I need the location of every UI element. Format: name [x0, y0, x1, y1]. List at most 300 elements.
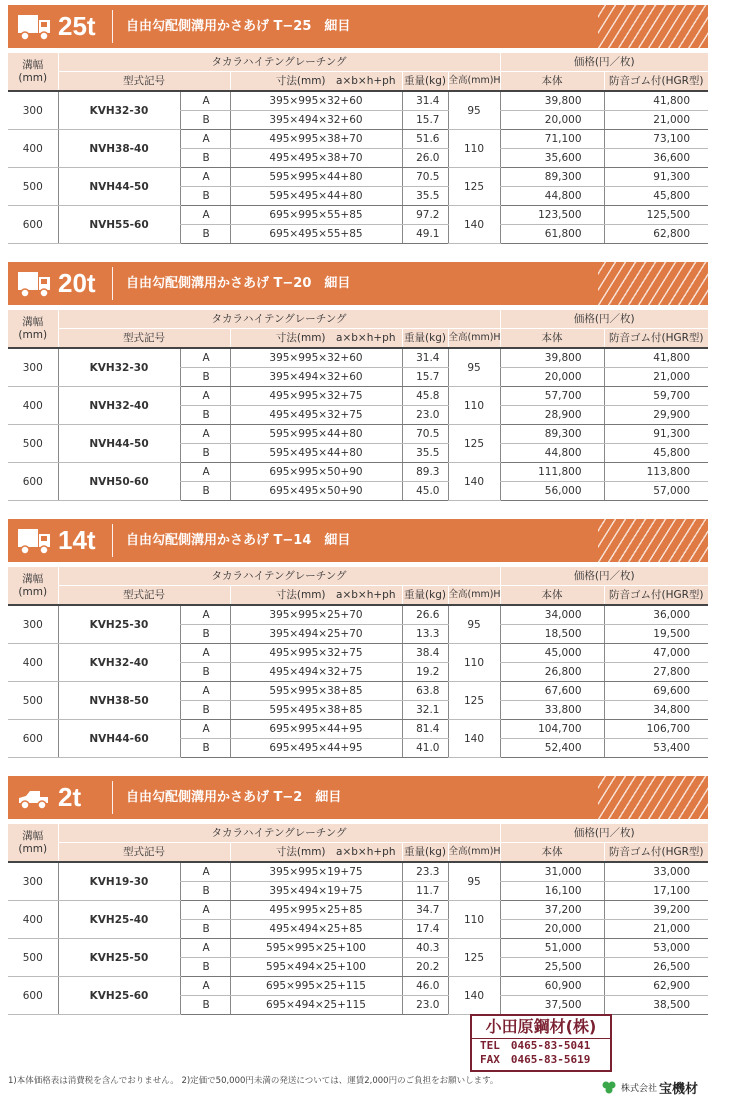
header-weight-cell: 重量(kg) — [402, 843, 448, 863]
cell-weight: 11.7 — [402, 882, 448, 901]
cell-hgr-price: 21,000 — [604, 368, 708, 387]
cell-body-price: 37,200 — [500, 901, 604, 920]
cell-weight: 49.1 — [402, 225, 448, 244]
cell-dims: 695×495×44+95 — [230, 739, 402, 758]
cell-dims: 595×495×44+80 — [230, 187, 402, 206]
cell-height: 95 — [448, 348, 500, 387]
ton-badge — [8, 262, 108, 305]
band-divider — [112, 781, 113, 814]
cell-dims: 395×995×32+60 — [230, 91, 402, 111]
section-band — [8, 776, 708, 819]
cell-weight: 45.8 — [402, 387, 448, 406]
section-20t — [8, 262, 708, 501]
cell-body-price: 71,100 — [500, 130, 604, 149]
header-group: タカラハイテングレーチング — [58, 310, 500, 329]
table-row — [8, 206, 708, 225]
header-body: 本体 — [500, 843, 604, 863]
truck-icon — [16, 526, 52, 556]
cell-weight: 51.6 — [402, 130, 448, 149]
cell-body-price: 31,000 — [500, 862, 604, 882]
cell-type: B — [180, 663, 230, 682]
truck-icon — [16, 12, 52, 42]
header-weight-cell: 重量(kg) — [402, 72, 448, 92]
cell-hgr-price: 21,000 — [604, 111, 708, 130]
section-band — [8, 5, 708, 48]
cell-hgr-price: 106,700 — [604, 720, 708, 739]
cell-hgr-price: 19,500 — [604, 625, 708, 644]
cell-width: 300 — [8, 862, 58, 901]
cell-type: B — [180, 444, 230, 463]
dealer-company: 小田原鋼材(株) — [472, 1016, 610, 1039]
cell-dims: 395×494×32+60 — [230, 111, 402, 130]
header-hgr: 防音ゴム付(HGR型) — [604, 843, 708, 863]
table-row — [8, 463, 708, 482]
cell-dims: 495×995×32+75 — [230, 387, 402, 406]
header-dims: 寸法(mm) a×b×h+ph — [230, 329, 402, 349]
cell-height: 140 — [448, 977, 500, 1015]
cell-weight: 23.3 — [402, 862, 448, 882]
price-table — [8, 310, 708, 501]
cell-model: KVH25-40 — [58, 901, 180, 939]
header-dims: 寸法(mm) a×b×h+ph — [230, 586, 402, 606]
cell-body-price: 89,300 — [500, 425, 604, 444]
cell-type: B — [180, 406, 230, 425]
cell-body-price: 20,000 — [500, 111, 604, 130]
table-row — [8, 644, 708, 663]
cell-model: KVH25-30 — [58, 605, 180, 644]
cell-weight: 31.4 — [402, 348, 448, 368]
cell-dims: 595×995×38+85 — [230, 682, 402, 701]
cell-model: NVH44-50 — [58, 168, 180, 206]
cell-hgr-price: 41,800 — [604, 348, 708, 368]
cell-hgr-price: 34,800 — [604, 701, 708, 720]
table-row — [8, 348, 708, 368]
cell-weight: 70.5 — [402, 168, 448, 187]
cell-weight: 46.0 — [402, 977, 448, 996]
cell-width: 500 — [8, 168, 58, 206]
cell-hgr-price: 39,200 — [604, 901, 708, 920]
ton-badge — [8, 519, 108, 562]
cell-body-price: 28,900 — [500, 406, 604, 425]
cell-width: 500 — [8, 425, 58, 463]
cell-hgr-price: 17,100 — [604, 882, 708, 901]
cell-hgr-price: 57,000 — [604, 482, 708, 501]
cell-weight: 15.7 — [402, 111, 448, 130]
header-group: タカラハイテングレーチング — [58, 567, 500, 586]
cell-body-price: 56,000 — [500, 482, 604, 501]
cell-type: B — [180, 996, 230, 1015]
dealer-tel: TEL 0465-83-5041 — [480, 1039, 591, 1052]
band-stripes — [598, 519, 708, 562]
band-divider — [112, 10, 113, 43]
cell-body-price: 123,500 — [500, 206, 604, 225]
cell-body-price: 39,800 — [500, 91, 604, 111]
cell-weight: 97.2 — [402, 206, 448, 225]
cell-dims: 695×995×44+95 — [230, 720, 402, 739]
cell-dims: 695×494×25+115 — [230, 996, 402, 1015]
cell-model: NVH50-60 — [58, 463, 180, 501]
cell-hgr-price: 33,000 — [604, 862, 708, 882]
ton-value: 20t — [58, 268, 96, 298]
brand-logo — [600, 1078, 698, 1097]
header-weight-cell: 重量(kg) — [402, 329, 448, 349]
header-group: タカラハイテングレーチング — [58, 53, 500, 72]
cell-hgr-price: 69,600 — [604, 682, 708, 701]
cell-dims: 495×494×32+75 — [230, 663, 402, 682]
cell-body-price: 57,700 — [500, 387, 604, 406]
header-model: 型式記号 — [58, 586, 230, 606]
cell-height: 95 — [448, 91, 500, 130]
cell-body-price: 45,000 — [500, 644, 604, 663]
cell-weight: 89.3 — [402, 463, 448, 482]
cell-height: 125 — [448, 939, 500, 977]
cell-dims: 695×995×55+85 — [230, 206, 402, 225]
cell-dims: 495×495×32+75 — [230, 406, 402, 425]
header-model: 型式記号 — [58, 843, 230, 863]
cell-type: A — [180, 425, 230, 444]
cell-type: B — [180, 187, 230, 206]
band-stripes — [598, 5, 708, 48]
table-row — [8, 387, 708, 406]
section-band — [8, 519, 708, 562]
cell-width: 600 — [8, 977, 58, 1015]
cell-dims: 695×995×50+90 — [230, 463, 402, 482]
ton-value: 25t — [58, 11, 96, 41]
cell-model: NVH55-60 — [58, 206, 180, 244]
cell-body-price: 18,500 — [500, 625, 604, 644]
cell-hgr-price: 27,800 — [604, 663, 708, 682]
cell-hgr-price: 29,900 — [604, 406, 708, 425]
cell-height: 110 — [448, 644, 500, 682]
cell-hgr-price: 47,000 — [604, 644, 708, 663]
section-14t — [8, 519, 708, 758]
header-width: 溝幅 (mm) — [8, 53, 58, 91]
cell-type: A — [180, 168, 230, 187]
cell-weight: 38.4 — [402, 644, 448, 663]
cell-weight: 31.4 — [402, 91, 448, 111]
header-width: 溝幅 (mm) — [8, 567, 58, 605]
cell-body-price: 35,600 — [500, 149, 604, 168]
cell-height: 110 — [448, 387, 500, 425]
dealer-fax: FAX 0465-83-5619 — [480, 1053, 591, 1066]
cell-height: 125 — [448, 168, 500, 206]
cell-height: 125 — [448, 682, 500, 720]
cell-hgr-price: 45,800 — [604, 444, 708, 463]
cell-weight: 23.0 — [402, 406, 448, 425]
cell-weight: 26.0 — [402, 149, 448, 168]
cell-height: 110 — [448, 130, 500, 168]
table-row — [8, 682, 708, 701]
cell-dims: 395×995×19+75 — [230, 862, 402, 882]
cell-height: 140 — [448, 206, 500, 244]
cell-width: 400 — [8, 387, 58, 425]
cell-dims: 495×995×32+75 — [230, 644, 402, 663]
cell-width: 300 — [8, 605, 58, 644]
header-price: 価格(円／枚) — [500, 310, 708, 329]
cell-body-price: 60,900 — [500, 977, 604, 996]
section-title: 自由勾配側溝用かさあげ T−20 細目 — [126, 276, 351, 291]
cell-type: A — [180, 862, 230, 882]
cell-dims: 395×494×19+75 — [230, 882, 402, 901]
cell-weight: 35.5 — [402, 187, 448, 206]
cell-hgr-price: 73,100 — [604, 130, 708, 149]
table-row — [8, 977, 708, 996]
cell-width: 600 — [8, 206, 58, 244]
cell-type: B — [180, 225, 230, 244]
cell-body-price: 89,300 — [500, 168, 604, 187]
cell-type: A — [180, 348, 230, 368]
cell-body-price: 25,500 — [500, 958, 604, 977]
cell-dims: 695×495×55+85 — [230, 225, 402, 244]
header-hgr: 防音ゴム付(HGR型) — [604, 329, 708, 349]
header-price: 価格(円／枚) — [500, 824, 708, 843]
cell-body-price: 51,000 — [500, 939, 604, 958]
cell-height: 140 — [448, 463, 500, 501]
header-height: 全高(mm)H — [448, 329, 500, 349]
header-dims: 寸法(mm) a×b×h+ph — [230, 72, 402, 92]
footnote: 1)本体価格表は消費税を含んでおりません。 2)定価で50,000円未満の発送については、運賃2,000円のご負担をお願いします。 — [8, 1076, 499, 1086]
cell-type: B — [180, 739, 230, 758]
cell-type: B — [180, 882, 230, 901]
cell-width: 600 — [8, 463, 58, 501]
cell-width: 400 — [8, 130, 58, 168]
header-body: 本体 — [500, 72, 604, 92]
ton-value: 2t — [58, 782, 82, 812]
cell-type: B — [180, 701, 230, 720]
cell-dims: 595×995×44+80 — [230, 168, 402, 187]
cell-width: 600 — [8, 720, 58, 758]
section-band — [8, 262, 708, 305]
cell-hgr-price: 91,300 — [604, 168, 708, 187]
cell-hgr-price: 36,600 — [604, 149, 708, 168]
cell-model: NVH38-40 — [58, 130, 180, 168]
header-body: 本体 — [500, 329, 604, 349]
cell-body-price: 20,000 — [500, 920, 604, 939]
header-height: 全高(mm)H — [448, 586, 500, 606]
cell-type: A — [180, 605, 230, 625]
header-group: タカラハイテングレーチング — [58, 824, 500, 843]
cell-hgr-price: 62,900 — [604, 977, 708, 996]
price-table — [8, 567, 708, 758]
cell-type: B — [180, 958, 230, 977]
cell-width: 500 — [8, 682, 58, 720]
cell-type: A — [180, 206, 230, 225]
cell-width: 300 — [8, 348, 58, 387]
cell-hgr-price: 21,000 — [604, 920, 708, 939]
cell-weight: 13.3 — [402, 625, 448, 644]
cell-dims: 395×494×32+60 — [230, 368, 402, 387]
cell-model: NVH44-60 — [58, 720, 180, 758]
cell-hgr-price: 53,000 — [604, 939, 708, 958]
cell-type: B — [180, 149, 230, 168]
cell-hgr-price: 91,300 — [604, 425, 708, 444]
cell-width: 300 — [8, 91, 58, 130]
header-dims: 寸法(mm) a×b×h+ph — [230, 843, 402, 863]
header-model: 型式記号 — [58, 329, 230, 349]
cell-body-price: 37,500 — [500, 996, 604, 1015]
cell-weight: 81.4 — [402, 720, 448, 739]
band-divider — [112, 267, 113, 300]
cell-dims: 595×495×44+80 — [230, 444, 402, 463]
cell-weight: 34.7 — [402, 901, 448, 920]
cell-hgr-price: 59,700 — [604, 387, 708, 406]
cell-weight: 41.0 — [402, 739, 448, 758]
cell-body-price: 39,800 — [500, 348, 604, 368]
cell-weight: 63.8 — [402, 682, 448, 701]
truck-icon — [16, 783, 52, 813]
cell-weight: 35.5 — [402, 444, 448, 463]
cell-weight: 19.2 — [402, 663, 448, 682]
cell-type: A — [180, 977, 230, 996]
cell-height: 95 — [448, 605, 500, 644]
cell-weight: 40.3 — [402, 939, 448, 958]
cell-type: A — [180, 644, 230, 663]
ton-value: 14t — [58, 525, 96, 555]
cell-body-price: 33,800 — [500, 701, 604, 720]
cell-type: B — [180, 368, 230, 387]
price-table — [8, 53, 708, 244]
brand-name: 宝機材 — [659, 1082, 699, 1097]
cell-width: 400 — [8, 901, 58, 939]
cell-model: KVH32-40 — [58, 644, 180, 682]
cell-dims: 395×995×25+70 — [230, 605, 402, 625]
cell-width: 400 — [8, 644, 58, 682]
header-model: 型式記号 — [58, 72, 230, 92]
band-stripes — [598, 262, 708, 305]
cell-hgr-price: 26,500 — [604, 958, 708, 977]
cell-dims: 595×995×25+100 — [230, 939, 402, 958]
cell-model: KVH25-60 — [58, 977, 180, 1015]
cell-weight: 45.0 — [402, 482, 448, 501]
cell-body-price: 67,600 — [500, 682, 604, 701]
cell-model: KVH25-50 — [58, 939, 180, 977]
cell-type: A — [180, 463, 230, 482]
cell-type: B — [180, 111, 230, 130]
cell-body-price: 34,000 — [500, 605, 604, 625]
section-title: 自由勾配側溝用かさあげ T−2 細目 — [126, 790, 342, 805]
cell-width: 500 — [8, 939, 58, 977]
cell-body-price: 16,100 — [500, 882, 604, 901]
cell-dims: 595×995×44+80 — [230, 425, 402, 444]
cell-hgr-price: 113,800 — [604, 463, 708, 482]
header-price: 価格(円／枚) — [500, 567, 708, 586]
header-weight-cell: 重量(kg) — [402, 586, 448, 606]
brand-prefix: 株式会社 — [621, 1084, 658, 1094]
header-width: 溝幅 (mm) — [8, 824, 58, 862]
cell-type: A — [180, 939, 230, 958]
table-row — [8, 130, 708, 149]
header-hgr: 防音ゴム付(HGR型) — [604, 72, 708, 92]
cell-hgr-price: 38,500 — [604, 996, 708, 1015]
cell-hgr-price: 41,800 — [604, 91, 708, 111]
cell-body-price: 104,700 — [500, 720, 604, 739]
price-table — [8, 824, 708, 1015]
band-stripes — [598, 776, 708, 819]
cell-hgr-price: 125,500 — [604, 206, 708, 225]
cell-weight: 15.7 — [402, 368, 448, 387]
cell-body-price: 61,800 — [500, 225, 604, 244]
cell-body-price: 111,800 — [500, 463, 604, 482]
cell-type: A — [180, 130, 230, 149]
header-height: 全高(mm)H — [448, 843, 500, 863]
cell-weight: 17.4 — [402, 920, 448, 939]
section-title: 自由勾配側溝用かさあげ T−25 細目 — [126, 19, 351, 34]
truck-icon — [16, 269, 52, 299]
band-divider — [112, 524, 113, 557]
table-row — [8, 168, 708, 187]
table-row — [8, 605, 708, 625]
cell-type: B — [180, 482, 230, 501]
cell-model: NVH38-50 — [58, 682, 180, 720]
cell-weight: 32.1 — [402, 701, 448, 720]
cell-body-price: 26,800 — [500, 663, 604, 682]
ton-badge — [8, 5, 108, 48]
cell-model: NVH32-40 — [58, 387, 180, 425]
cell-model: KVH32-30 — [58, 348, 180, 387]
cell-type: A — [180, 91, 230, 111]
cell-dims: 495×494×25+85 — [230, 920, 402, 939]
cell-height: 125 — [448, 425, 500, 463]
table-row — [8, 939, 708, 958]
cell-model: KVH19-30 — [58, 862, 180, 901]
cell-height: 95 — [448, 862, 500, 901]
header-price: 価格(円／枚) — [500, 53, 708, 72]
cell-dims: 695×995×25+115 — [230, 977, 402, 996]
cell-body-price: 44,800 — [500, 444, 604, 463]
cell-dims: 595×495×38+85 — [230, 701, 402, 720]
ton-badge — [8, 776, 108, 819]
table-row — [8, 720, 708, 739]
cell-hgr-price: 62,800 — [604, 225, 708, 244]
cell-hgr-price: 53,400 — [604, 739, 708, 758]
cell-dims: 495×495×38+70 — [230, 149, 402, 168]
clover-icon — [600, 1080, 618, 1096]
cell-model: KVH32-30 — [58, 91, 180, 130]
header-body: 本体 — [500, 586, 604, 606]
cell-hgr-price: 45,800 — [604, 187, 708, 206]
cell-type: A — [180, 901, 230, 920]
cell-type: A — [180, 720, 230, 739]
section-title: 自由勾配側溝用かさあげ T−14 細目 — [126, 533, 351, 548]
cell-hgr-price: 36,000 — [604, 605, 708, 625]
section-2t — [8, 776, 708, 1015]
cell-dims: 595×494×25+100 — [230, 958, 402, 977]
cell-type: B — [180, 920, 230, 939]
dealer-stamp — [470, 1014, 612, 1072]
table-row — [8, 901, 708, 920]
cell-body-price: 44,800 — [500, 187, 604, 206]
cell-dims: 395×494×25+70 — [230, 625, 402, 644]
cell-height: 140 — [448, 720, 500, 758]
cell-type: B — [180, 625, 230, 644]
cell-body-price: 52,400 — [500, 739, 604, 758]
table-row — [8, 425, 708, 444]
cell-weight: 70.5 — [402, 425, 448, 444]
cell-type: A — [180, 387, 230, 406]
cell-body-price: 20,000 — [500, 368, 604, 387]
header-hgr: 防音ゴム付(HGR型) — [604, 586, 708, 606]
table-row — [8, 862, 708, 882]
cell-weight: 23.0 — [402, 996, 448, 1015]
cell-model: NVH44-50 — [58, 425, 180, 463]
cell-type: A — [180, 682, 230, 701]
section-25t — [8, 5, 708, 244]
cell-dims: 395×995×32+60 — [230, 348, 402, 368]
cell-dims: 495×995×25+85 — [230, 901, 402, 920]
cell-weight: 26.6 — [402, 605, 448, 625]
cell-dims: 495×995×38+70 — [230, 130, 402, 149]
cell-height: 110 — [448, 901, 500, 939]
